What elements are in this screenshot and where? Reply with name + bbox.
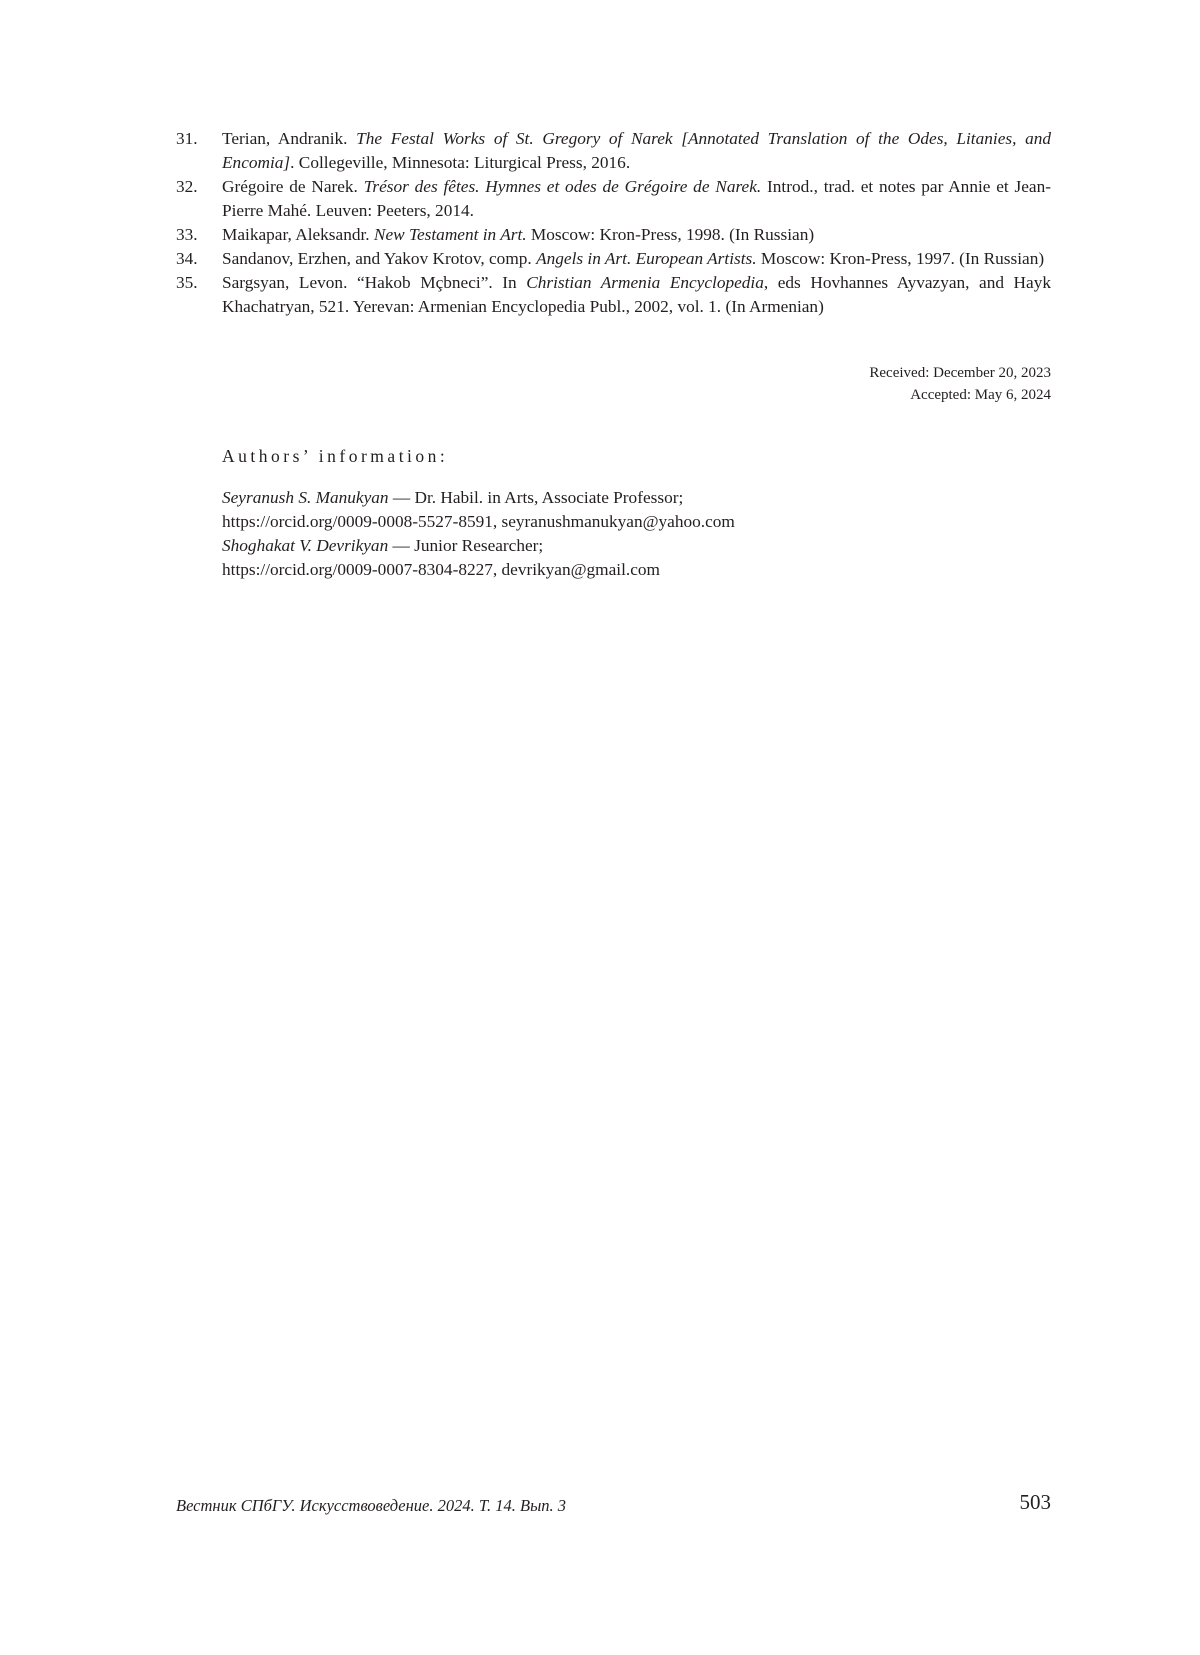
reference-text: [222, 247, 1051, 271]
reference-author: Sandanov, Erzhen, and Yakov Krotov, comp.: [222, 249, 537, 268]
author-name: Seyranush S. Manukyan: [222, 488, 389, 507]
reference-details: Moscow: Kron-Press, 1998. (In Russian): [526, 225, 815, 244]
reference-author: Sargsyan, Levon. “Hakob Mçbneci”. In: [222, 273, 527, 292]
reference-author: Grégoire de Narek.: [222, 177, 364, 196]
reference-number: 31.: [176, 129, 198, 148]
reference-item: [176, 175, 1051, 223]
footer-journal-title: Вестник СПбГУ. Искусствоведение. 2024. Т. 14. Вып. 3: [176, 1496, 567, 1515]
authors-heading: Authors’ information:: [222, 446, 449, 466]
reference-item: [176, 247, 1051, 271]
reference-text: [222, 175, 1051, 223]
author-name: Shoghakat V. Devrikyan: [222, 536, 389, 555]
reference-author: Terian, Andranik.: [222, 129, 357, 148]
author-contact: https://orcid.org/0009-0007-8304-8227, devrikyan@gmail.com: [222, 560, 660, 579]
reference-item: [176, 223, 1051, 247]
reference-title: The Festal Works of St. Gregory of Narek [Annotated Translation of the Odes, Litanies, and Encomia]: [222, 129, 1051, 172]
submission-dates: [869, 362, 1051, 406]
reference-text: [222, 271, 1051, 319]
author-contact: https://orcid.org/0009-0008-5527-8591, seyranushmanukyan@yahoo.com: [222, 512, 735, 531]
reference-title: Trésor des fêtes. Hymnes et odes de Grégoire de Narek.: [363, 177, 762, 196]
reference-details: Moscow: Kron-Press, 1997. (In Russian): [756, 249, 1045, 268]
reference-title: Christian Armenia Encyclopedia: [526, 273, 764, 292]
authors-info: [222, 486, 735, 582]
reference-item: [176, 271, 1051, 319]
author-line: [222, 534, 735, 558]
reference-number: 35.: [176, 273, 198, 292]
reference-number: 33.: [176, 225, 198, 244]
reference-details: , eds Hovhannes Ayvazyan, and Hayk Khachatryan, 521. Yerevan: Armenian Encyclopedia Publ., 2002, vol. 1. (In Armenian): [222, 273, 1051, 316]
reference-text: [222, 127, 1051, 175]
received-date: Received: December 20, 2023: [869, 365, 1051, 381]
reference-list: [176, 127, 1051, 319]
reference-author: Maikapar, Aleksandr.: [222, 225, 374, 244]
reference-text: [222, 223, 1051, 247]
author-line: [222, 486, 735, 510]
reference-details: Introd., trad. et notes par Annie et Jean-Pierre Mahé. Leuven: Peeters, 2014.: [222, 177, 1051, 220]
accepted-date: Accepted: May 6, 2024: [910, 387, 1051, 403]
reference-title: New Testament in Art.: [373, 225, 527, 244]
reference-item: [176, 127, 1051, 175]
reference-number: 34.: [176, 249, 198, 268]
reference-title: Angels in Art. European Artists.: [536, 249, 757, 268]
page-number: 503: [1019, 1490, 1051, 1514]
author-position: — Dr. Habil. in Arts, Associate Professor;: [388, 488, 684, 507]
reference-number: 32.: [176, 177, 198, 196]
author-position: — Junior Researcher;: [388, 536, 544, 555]
reference-details: . Collegeville, Minnesota: Liturgical Press, 2016.: [290, 153, 631, 172]
